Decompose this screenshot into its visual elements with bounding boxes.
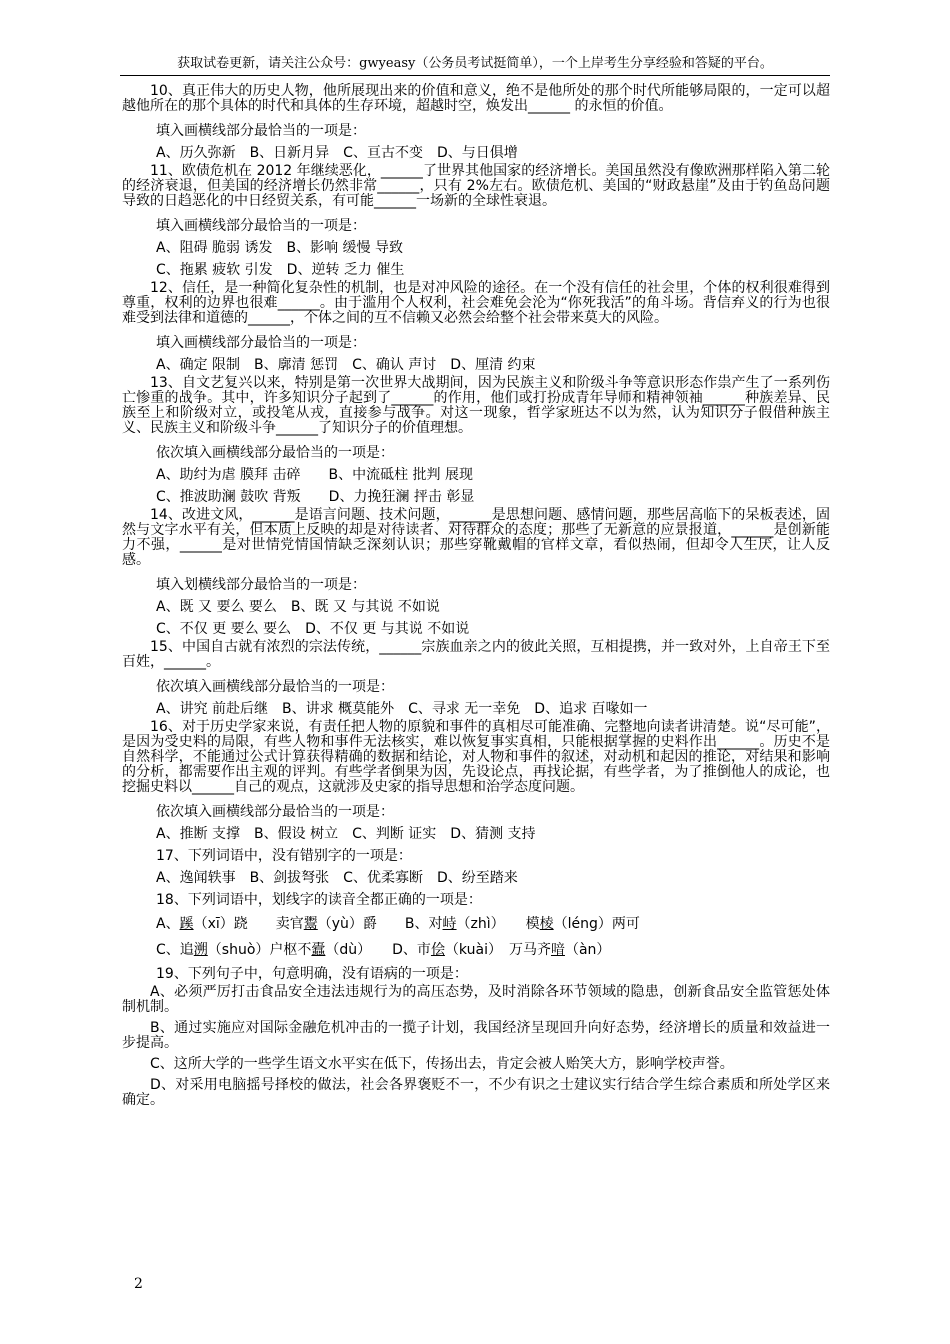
question-19-option-c: C、这所大学的一些学生语文水平实在低下，传扬出去，肯定会被人贻笑大方，影响学校声誉。 — [150, 1056, 734, 1072]
question-10-options: A、历久弥新 B、日新月异 C、亘古不变 D、与日俱增 — [156, 145, 518, 161]
q18-a-mid3: （zhì） 模 — [456, 916, 540, 932]
question-10: 10、真正伟大的历史人物，他所展现出来的价值和意义，绝不是他所处的那个时代所能够局限的，一定可以超越他所在的那个具体的时代和具体的生存环境，超越时空，焕发出______ 的永恒的价值。 — [122, 83, 830, 114]
underlined-char: 棱 — [539, 916, 554, 932]
question-13-prompt: 依次填入画横线部分最恰当的一项是： — [156, 445, 394, 461]
question-16: 16、对于历史学家来说，有责任把人物的原貌和事件的真相尽可能准确、完整地向读者讲清楚。说“尽可能”，是因为受史料的局限，有些人物和事件无法核实，难以恢复事实真相，只能根据掌握的史料作出______。历史不是自然科学，不能通过公式计算获得精确的数据和结论，对人物和事件的叙述，对动机和起因的推论，对结果和影响的分析，都需要作出主观的评判。有些学者倒果为因，先设论点，再找论据，有些学者，为了推倒他人的成论，也挖掘史料以______自己的观点，这就涉及史家的指导思想和治学态度问题。 — [122, 719, 830, 795]
question-12: 12、信任，是一种简化复杂性的机制，也是对冲风险的途径。在一个没有信任的社会里，个体的权利很难得到尊重，权利的边界也很难______。由于滥用个人权利，社会难免会沦为“你死我活”的角斗场。背信弃义的行为也很难受到法律和道德的______，个体之间的互不信赖又必然会给整个社会带来莫大的风险。 — [122, 280, 830, 326]
question-13: 13、自文艺复兴以来，特别是第一次世界大战期间，因为民族主义和阶级斗争等意识形态作祟产生了一系列伤亡惨重的战争。其中，许多知识分子起到了______的作用，他们或打扮成青年导师和精神领袖______种族差异、民族至上和阶级对立，或投笔从戎，直接参与战争。对这一现象，哲学家班达不以为然，认为知识分子假借种族主义、民族主义和阶级斗争______了知识分子的价值理想。 — [122, 375, 830, 436]
question-18: 18、下列词语中，划线字的读音全都正确的一项是： — [156, 892, 482, 908]
underlined-char: 峙 — [442, 916, 457, 932]
question-11-options-cd: C、拖累 疲软 引发 D、逆转 乏力 催生 — [156, 262, 405, 278]
question-18-options-cd — [122, 937, 830, 963]
page-header: 获取试卷更新，请关注公众号：gwyeasy（公务员考试挺简单），一个上岸考生分享经验和答疑的平台。 — [120, 52, 830, 76]
question-11: 11、欧债危机在 2012 年继续恶化，______了世界其他国家的经济增长。美国虽然没有像欧洲那样陷入第二轮的经济衰退，但美国的经济增长仍然非常______，只有 2%左右。欧债危机、美国的“财政悬崖”及由于钓鱼岛问题导致的日趋恶化的中日经贸关系，有可能______一场新的全球性衰退。 — [122, 163, 830, 209]
question-14-prompt: 填入划横线部分最恰当的一项是： — [156, 577, 366, 593]
q18-a-mid1: （xī）跷 卖官 — [193, 916, 304, 932]
page-number: 2 — [134, 1276, 143, 1292]
underlined-char: 鬻 — [303, 916, 318, 932]
q18-a-pre: A、 — [156, 916, 180, 932]
underlined-char: 侩 — [430, 942, 445, 958]
question-14: 14、改进文风，______是语言问题、技术问题，______是思想问题、感情问题，那些居高临下的呆板表述，固然与文字水平有关，但本质上反映的却是对待读者、对待群众的态度；那些了无新意的应景报道，______是创新能力不强，______是对世情党情国情缺乏深刻认识；那些穿靴戴帽的官样文章，看似热闹，但却令人生厌，让人反感。 — [122, 507, 830, 568]
question-17-options: A、逸闻轶事 B、剑拔弩张 C、优柔寡断 D、纷至踏来 — [156, 870, 518, 886]
question-11-options-ab: A、阻碍 脆弱 诱发 B、影响 缓慢 导致 — [156, 240, 403, 256]
question-18-options-ab — [122, 911, 830, 937]
question-13-options-ab: A、助纣为虐 膜拜 击碎 B、中流砥柱 批判 展现 — [156, 467, 473, 483]
question-19: 19、下列句子中，句意明确，没有语病的一项是： — [156, 966, 468, 982]
question-13-options-cd: C、推波助澜 鼓吹 背叛 D、力挽狂澜 抨击 彰显 — [156, 489, 475, 505]
q18-c-pre: C、追 — [156, 942, 194, 958]
question-15-options: A、讲究 前赴后继 B、讲求 概莫能外 C、寻求 无一幸免 D、追求 百喙如一 — [156, 701, 648, 717]
q18-c-mid1: （shuò）户枢不 — [207, 942, 312, 958]
question-19-option-b: B、通过实施应对国际金融危机冲击的一揽子计划，我国经济呈现回升向好态势，经济增长的质量和效益进一步提高。 — [122, 1020, 830, 1051]
underlined-char: 蹊 — [179, 916, 194, 932]
underlined-char: 溯 — [193, 942, 208, 958]
question-12-prompt: 填入画横线部分最恰当的一项是： — [156, 335, 366, 351]
question-10-prompt: 填入画横线部分最恰当的一项是： — [156, 123, 366, 139]
question-19-option-a: A、必须严厉打击食品安全违法违规行为的高压态势，及时消除各环节领域的隐患，创新食品安全监管惩处体制机制。 — [122, 984, 830, 1015]
question-14-options-ab: A、既 又 要么 要么 B、既 又 与其说 不如说 — [156, 599, 440, 615]
q18-a-mid2: （yù）爵 B、对 — [317, 916, 443, 932]
question-12-options: A、确定 限制 B、廓清 惩罚 C、确认 声讨 D、厘清 约束 — [156, 357, 536, 373]
question-17: 17、下列词语中，没有错别字的一项是： — [156, 848, 412, 864]
document-body — [122, 84, 830, 1108]
question-11-prompt: 填入画横线部分最恰当的一项是： — [156, 218, 366, 234]
q18-a-post: （léng）两可 — [553, 916, 640, 932]
question-15: 15、中国自古就有浓烈的宗法传统，______宗族血亲之内的彼此关照，互相提携，并一致对外，上自帝王下至百姓，______。 — [122, 639, 830, 670]
q18-c-mid2: （dù） D、市 — [325, 942, 431, 958]
question-15-prompt: 依次填入画横线部分最恰当的一项是： — [156, 679, 394, 695]
underlined-char: 喑 — [550, 942, 565, 958]
question-16-options: A、推断 支撑 B、假设 树立 C、判断 证实 D、猜测 支持 — [156, 826, 536, 842]
underlined-char: 蠹 — [311, 942, 326, 958]
q18-c-mid3: （kuài） 万马齐 — [444, 942, 551, 958]
question-19-option-d: D、对采用电脑摇号择校的做法，社会各界褒贬不一，不少有识之士建议实行结合学生综合素质和所处学区来确定。 — [122, 1077, 830, 1108]
question-16-prompt: 依次填入画横线部分最恰当的一项是： — [156, 804, 394, 820]
q18-c-post: （àn） — [564, 942, 611, 958]
question-14-options-cd: C、不仅 更 要么 要么 D、不仅 更 与其说 不如说 — [156, 621, 470, 637]
